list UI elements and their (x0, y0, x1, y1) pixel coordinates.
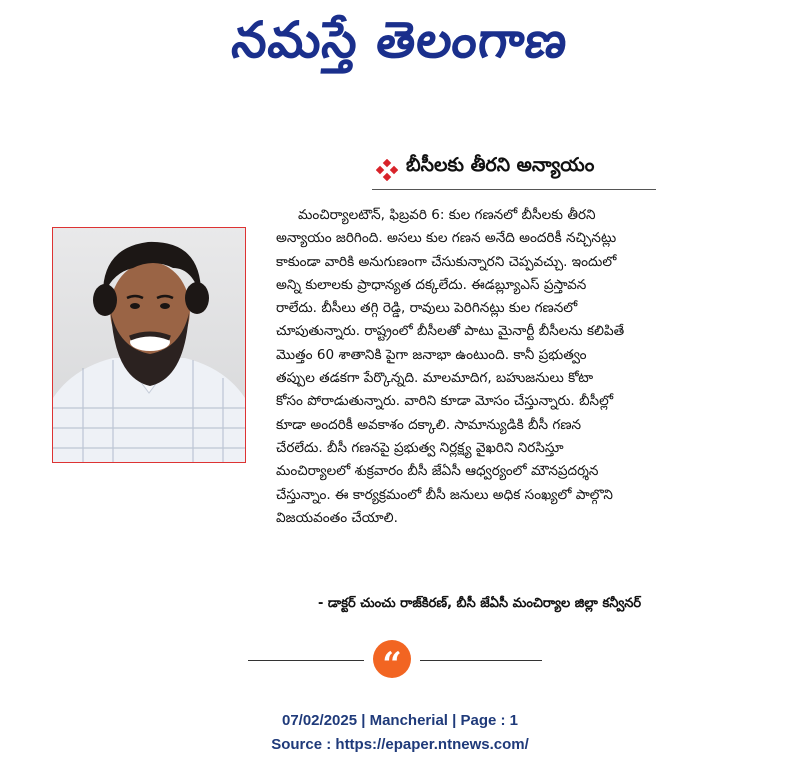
body-line: కాకుండా వారికి అనుగుణంగా చేసుకున్నారని చెప్పవచ్చు. ఇందులో (276, 253, 617, 270)
body-line: మంచిర్యాలలో శుక్రవారం బీసీ జేఏసీ ఆధ్వర్యంలో మౌనప్రదర్శన (276, 463, 599, 480)
body-line: అన్యాయం జరిగింది. అసలు కుల గణన అనేది అందరికీ నచ్చినట్లు (276, 230, 617, 247)
body-line: చేరలేదు. బీసీ గణనపై ప్రభుత్వ నిర్లక్ష్య వైఖరిని నిరసిస్తూ (276, 439, 564, 456)
body-line: కూడా అందరికీ అవకాశం దక్కాలి. సామాన్యుడికి బీసీ గణన (276, 416, 582, 433)
masthead-title: నమస్తే తెలంగాణ (229, 11, 571, 69)
body-line: కోసం పోరాడుతున్నారు. వారిని కూడా మోసం చేస్తున్నారు. బీసీల్లో (276, 393, 614, 410)
quote-divider-left (248, 660, 364, 661)
article-body (276, 204, 746, 530)
article-headline: బీసీలకు తీరని అన్యాయం (406, 154, 595, 176)
body-line: విజయవంతం చేయాలి. (276, 509, 398, 526)
quote-divider-right (420, 660, 542, 661)
author-photo (52, 227, 246, 463)
footer-source: Source : https://epaper.ntnews.com/ (271, 736, 529, 753)
body-line: అన్ని కులాలకు ప్రాధాన్యత దక్కలేదు. ఈడబ్ల్యూఎస్ ప్రస్తావన (276, 276, 587, 293)
body-line: మొత్తం 60 శాతానికి పైగా జనాభా ఉంటుంది. కానీ ప్రభుత్వం (276, 346, 587, 363)
body-line: తప్పుల తడకగా పేర్కొన్నది. మాలమాదిగ, బహుజనులు కోటా (276, 370, 594, 387)
footer-meta: 07/02/2025 | Mancherial | Page : 1 (281, 712, 519, 729)
body-line: చూపుతున్నారు. రాష్ట్రంలో బీసీలతో పాటు మైనార్టీ బీసీలను కలిపితే (276, 323, 625, 340)
quote-icon: “ (373, 640, 411, 678)
body-line: రాలేదు. బీసీలు తగ్గి రెడ్డి, రావులు పెరిగినట్లు కుల గణనలో (276, 300, 578, 317)
body-line: చేస్తున్నాం. ఈ కార్యక్రమంలో బీసీ జనులు అధిక సంఖ్యలో పాల్గొని (276, 486, 613, 503)
article-headline-block (372, 146, 656, 190)
body-line: మంచిర్యాలటౌన్, ఫిబ్రవరి 6: కుల గణనలో బీసీలకు తీరని (298, 207, 596, 223)
portrait-illustration (53, 228, 245, 462)
diamond-cluster-icon (376, 159, 398, 181)
article-byline: - డాక్టర్ చుంచు రాజ్‌కిరణ్, బీసీ జేఏసీ మంచిర్యాల జిల్లా కన్వీనర్ (318, 596, 642, 611)
headline-divider (372, 189, 656, 190)
